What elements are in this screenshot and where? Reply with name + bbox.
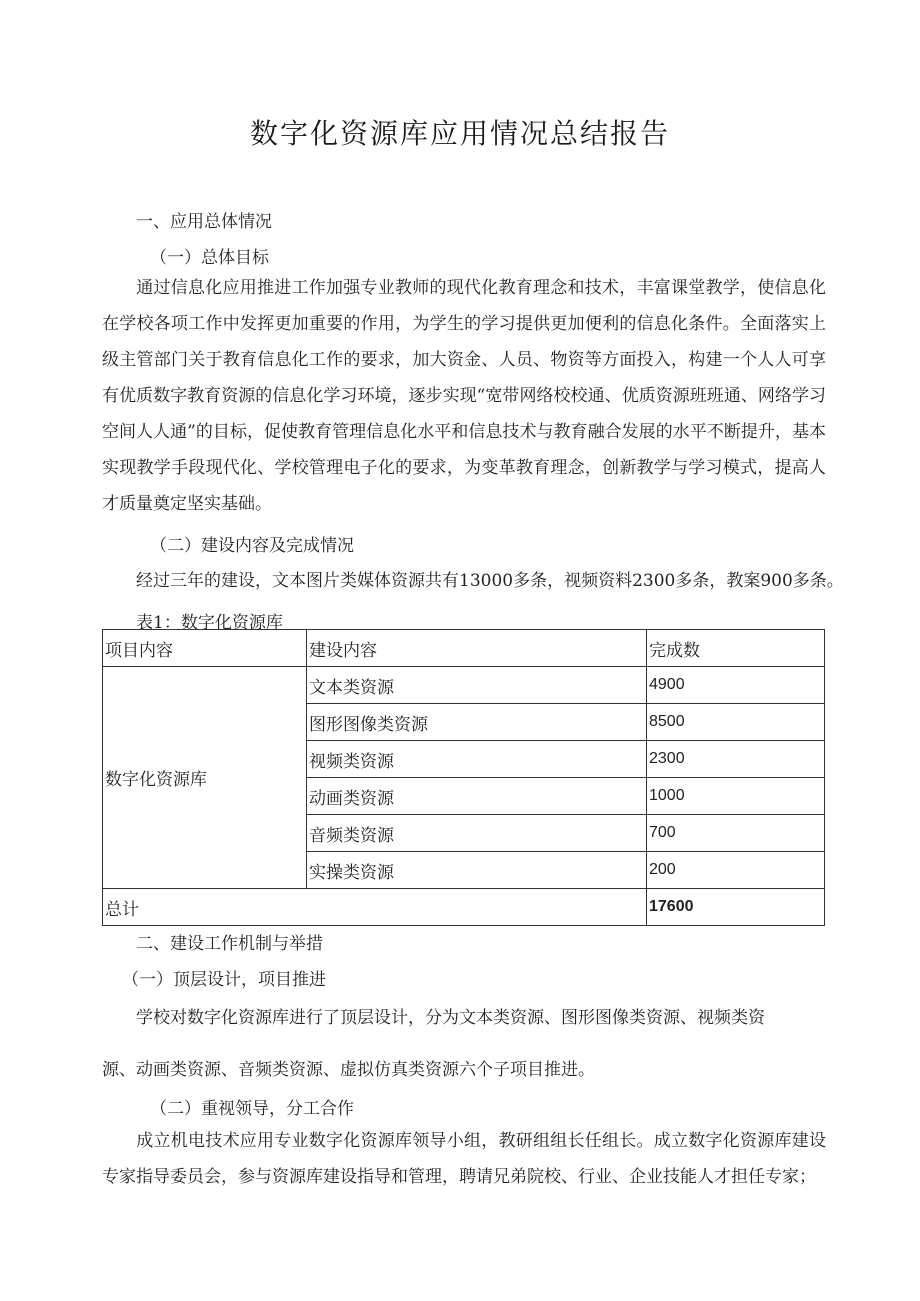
table-header-row: [103, 630, 825, 667]
section1-subheading-goal: （一）总体目标: [150, 248, 269, 268]
section2-heading: 二、建设工作机制与举措: [136, 934, 323, 954]
table-total-count: 17600: [647, 889, 825, 926]
table-cell-count: 4900: [647, 667, 825, 704]
table-cell-name: 实操类资源: [307, 852, 647, 889]
table-cell-name: 视频类资源: [307, 741, 647, 778]
section1-paragraph-goal: [102, 270, 826, 522]
table-cell-count: 8500: [647, 704, 825, 741]
table-cell-count: 2300: [647, 741, 825, 778]
table-header-cell: 建设内容: [307, 630, 647, 667]
section1-subheading-content: （二）建设内容及完成情况: [150, 536, 354, 556]
table-total-row: [103, 889, 825, 926]
resource-table: [102, 629, 825, 926]
table-cell-name: 动画类资源: [307, 778, 647, 815]
table-row: [103, 667, 825, 704]
table-caption: 表1：数字化资源库: [136, 613, 283, 633]
table-cell-name: 音频类资源: [307, 815, 647, 852]
section2-paragraph-leadership-text: 成立机电技术应用专业数字化资源库领导小组，教研组组长任组长。成立数字化资源库建设专家指导委员会，参与资源库建设指导和管理，聘请兄弟院校、行业、企业技能人才担任专家；: [102, 1131, 826, 1187]
section2-subheading-leadership: （二）重视领导，分工合作: [150, 1099, 354, 1119]
section1-paragraph-goal-text: 通过信息化应用推进工作加强专业教师的现代化教育理念和技术，丰富课堂教学，使信息化在学校各项工作中发挥更加重要的作用，为学生的学习提供更加便利的信息化条件。全面落实上级主管部门关于教育信息化工作的要求，加大资金、人员、物资等方面投入，构建一个人人可享有优质数字教育资源的信息化学习环境，逐步实现“宽带网络校校通、优质资源班班通、网络学习空间人人通”的目标，促使教育管理信息化水平和信息技术与教育融合发展的水平不断提升，基本实现教学手段现代化、学校管理电子化的要求，为变革教育理念，创新教学与学习模式，提高人才质量奠定坚实基础。: [102, 278, 826, 514]
section2-paragraph-design-line2: 源、动画类资源、音频类资源、虚拟仿真类资源六个子项目推进。: [102, 1060, 595, 1080]
section2-paragraph-design-line1: 学校对数字化资源库进行了顶层设计，分为文本类资源、图形图像类资源、视频类资: [136, 1008, 765, 1028]
table-group-label: 数字化资源库: [103, 667, 307, 889]
section1-paragraph-content: 经过三年的建设，文本图片类媒体资源共有13000多条，视频资料2300多条，教案900多条。: [136, 571, 844, 591]
table-cell-count: 700: [647, 815, 825, 852]
table-cell-count: 200: [647, 852, 825, 889]
table-cell-name: 图形图像类资源: [307, 704, 647, 741]
section1-heading: 一、应用总体情况: [136, 212, 272, 232]
table-cell-name: 文本类资源: [307, 667, 647, 704]
section2-paragraph-leadership: [102, 1123, 826, 1195]
table-header-cell: 项目内容: [103, 630, 307, 667]
document-title: 数字化资源库应用情况总结报告: [249, 117, 670, 150]
section2-subheading-design: （一）顶层设计，项目推进: [122, 970, 326, 990]
table-cell-count: 1000: [647, 778, 825, 815]
table-total-label: 总计: [103, 889, 647, 926]
table-header-cell: 完成数: [647, 630, 825, 667]
